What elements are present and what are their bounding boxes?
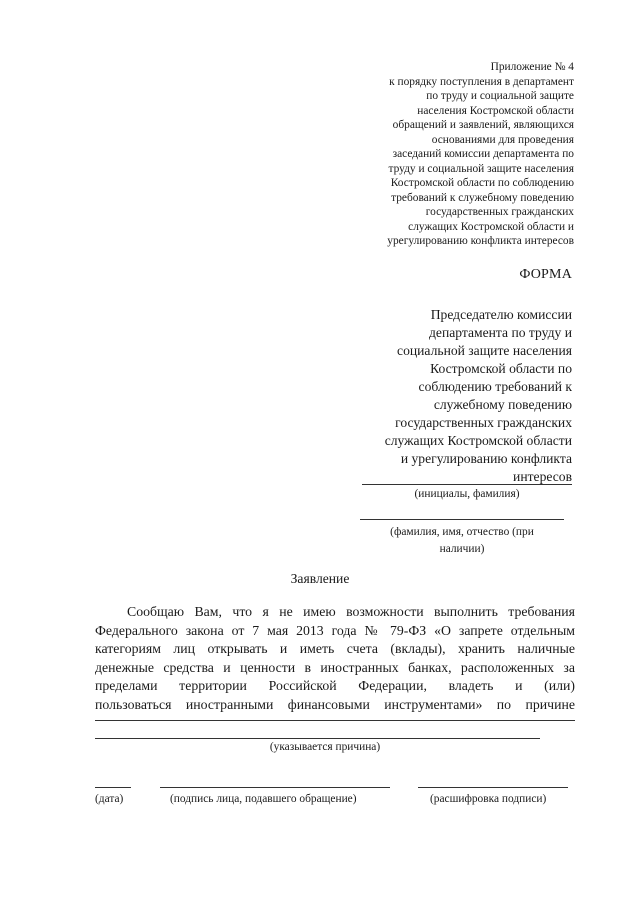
statement-line: Федерального закона от 7 мая 2013 года № 79-ФЗ «О запрете отдельным [95, 622, 575, 638]
reason-line-1 [95, 720, 575, 721]
annex-header [334, 60, 574, 249]
annex-line: заседаний комиссии департамента по [392, 148, 574, 160]
reason-caption: (указывается причина) [269, 741, 381, 753]
addressee-line: департамента по труду и [429, 325, 572, 340]
annex-line: по труду и социальной защите [426, 90, 574, 102]
annex-line: служащих Костромской области и [408, 220, 574, 233]
annex-line: государственных гражданских [425, 206, 574, 218]
annex-line: требований к служебному поведению [391, 191, 574, 204]
addressee-line: соблюдению требований к [418, 379, 572, 394]
date-field-line [95, 787, 131, 788]
date-caption: (дата) [95, 793, 124, 805]
applicant-field-line [360, 519, 564, 520]
addressee-line: социальной защите населения [397, 343, 572, 358]
addressee-line: Председателю комиссии [430, 307, 572, 322]
annex-line: населения Костромской области [417, 104, 574, 117]
addressee-line: Костромской области по [430, 361, 572, 376]
statement-line: пользоваться иностранными финансовыми инструментами» по причине [95, 696, 575, 712]
applicant-caption-line2: наличии) [439, 543, 485, 555]
statement-line: пределами территории Российской Федерации, владеть и (или) [95, 678, 575, 694]
statement-line: денежные средства и ценности в иностранных банках, расположенных за [95, 659, 575, 675]
addressee-line: интересов [513, 469, 572, 484]
statement-body [95, 603, 575, 715]
annex-line: труду и социальной защите населения [388, 162, 574, 175]
annex-line: к порядку поступления в департамент [389, 75, 574, 88]
decoding-caption: (расшифровка подписи) [430, 793, 547, 805]
annex-line: Костромской области по соблюдению [390, 177, 574, 189]
initials-field-line [362, 484, 572, 485]
applicant-caption-line1: (фамилия, имя, отчество (при [390, 526, 534, 538]
addressee-line: государственных гражданских [395, 415, 572, 430]
addressee-line: служебному поведению [433, 397, 572, 412]
reason-line-2 [95, 738, 540, 739]
signature-field-line [160, 787, 390, 788]
annex-line: Приложение № 4 [490, 61, 574, 73]
decoding-field-line [418, 787, 568, 788]
form-label: ФОРМА [519, 267, 572, 282]
statement-line: категориям лиц открывать и иметь счета (вклады), хранить наличные [95, 641, 575, 657]
annex-line: урегулированию конфликта интересов [387, 235, 574, 247]
addressee-line: и урегулированию конфликта [400, 451, 572, 466]
addressee-line: служащих Костромской области [384, 433, 572, 448]
statement-line: Сообщаю Вам, что я не имею возможности выполнить требования [127, 604, 575, 619]
statement-title: Заявление [290, 571, 350, 586]
signature-caption: (подпись лица, подавшего обращение) [170, 793, 357, 805]
initials-caption: (инициалы, фамилия) [414, 488, 520, 500]
annex-line: основаниями для проведения [431, 133, 574, 146]
addressee-block [312, 306, 572, 486]
annex-line: обращений и заявлений, являющихся [392, 119, 574, 131]
